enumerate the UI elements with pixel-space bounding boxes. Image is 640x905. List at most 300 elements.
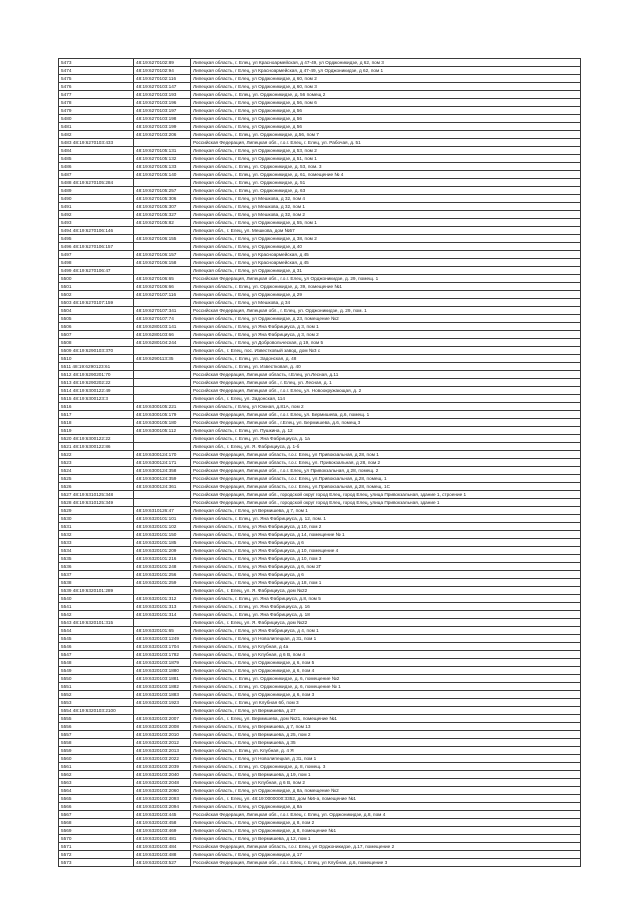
address-cell: Липецкая область, г Елец, ул Вермишева, д 12, пом 1 bbox=[191, 835, 581, 843]
address-cell: Липецкая обл., г. Елец, ул. Вермишева, дом №21, помещение №1 bbox=[191, 715, 581, 723]
address-cell: Липецкая область, г Елец, ул Яна Фабрициуса, д 10, пом 2 bbox=[191, 523, 581, 531]
row-number-cell: 5479 bbox=[59, 107, 134, 115]
cadastral-number-cell: 48:19:6320103:469 bbox=[134, 827, 191, 835]
address-cell: Липецкая область, г Елец, ул Орджоникидзе, д 56, пом 6 bbox=[191, 99, 581, 107]
cadastral-number-cell: 48:19:6300105:180 bbox=[134, 419, 191, 427]
cadastral-number-cell: 48:19:6320101:65 bbox=[134, 627, 191, 635]
cadastral-number-cell: 48:19:6270105:133 bbox=[134, 163, 191, 171]
address-cell: Липецкая область, г Елец, ул Орджоникидзе, д 31 bbox=[191, 267, 581, 275]
table-row bbox=[59, 59, 581, 67]
table-row bbox=[59, 187, 581, 195]
table-row bbox=[59, 387, 581, 395]
cadastral-number-cell: 48:19:6270106:157 bbox=[134, 251, 191, 259]
table-row bbox=[59, 571, 581, 579]
address-cell: Российская Федерация, Липецкая обл., г. Елец, ул. Лесная, д. 1 bbox=[191, 379, 581, 387]
cadastral-number-cell: 48:19:6320101:209 bbox=[134, 547, 191, 555]
table-row bbox=[59, 379, 581, 387]
table-row bbox=[59, 283, 581, 291]
table-row bbox=[59, 363, 581, 371]
address-cell: Липецкая область, г Елец, ул Вермишева, д 7, пом 13 bbox=[191, 723, 581, 731]
address-cell: Липецкая область, г Елец, ул Яна Фабрициуса, д 14, помещение № 1 bbox=[191, 531, 581, 539]
table-row bbox=[59, 827, 581, 835]
row-number-cell: 5532 bbox=[59, 531, 134, 539]
address-cell: Липецкая область, г Елец, ул Орджоникидзе, д 6, пом 4 bbox=[191, 667, 581, 675]
row-number-cell: 5571 bbox=[59, 843, 134, 851]
cadastral-number-cell: 48:19:6270107:116 bbox=[134, 291, 191, 299]
table-row bbox=[59, 347, 581, 355]
row-number-cell: 5548 bbox=[59, 659, 134, 667]
cadastral-number-cell: 48:19:6320103:1879 bbox=[134, 659, 191, 667]
address-cell: Липецкая область, г Елец, ул Новолипецкая, д 31, пом 1 bbox=[191, 755, 581, 763]
row-number-cell: 5541 bbox=[59, 603, 134, 611]
address-cell: Липецкая область, г. Елец, ул Красноармейская, д 47-49, ул Орджоникидзе, д 62, пом 3 bbox=[191, 59, 581, 67]
cadastral-number-cell: 48:19:6280104:244 bbox=[134, 339, 191, 347]
address-cell: Липецкая область, г Елец, ул Мешкова, д 34 bbox=[191, 299, 581, 307]
address-cell: Липецкая область, г Елец, ул Орджоникидзе, д 56 bbox=[191, 107, 581, 115]
row-number-cell: 5493 bbox=[59, 219, 134, 227]
row-number-cell: 5530 bbox=[59, 515, 134, 523]
table-row bbox=[59, 91, 581, 99]
table-row bbox=[59, 819, 581, 827]
table-row bbox=[59, 403, 581, 411]
address-cell: Российская Федерация, Липецкая обл., г.о.г. Елец, г. Елец, ул Клубная, д.6, помещение 3 bbox=[191, 859, 581, 867]
cadastral-number-cell: 48:19:6270107:74 bbox=[134, 315, 191, 323]
cadastral-number-cell: 48:19:6320103:2008 bbox=[134, 723, 191, 731]
row-number-cell: 5502 bbox=[59, 291, 134, 299]
row-number-cell: 5520 48:19:6300122:22 bbox=[59, 435, 134, 443]
address-cell: Липецкая область, г. Елец, ул. Орджоникидзе, д. 6, помещение № 1 bbox=[191, 683, 581, 691]
row-number-cell: 5473 bbox=[59, 59, 134, 67]
address-cell: Липецкая область, г Елец, ул Орджоникидзе, д 38, пом 2 bbox=[191, 235, 581, 243]
address-cell: Российская Федерация, Липецкая область, г.о.г. Елец, ул.Привокзальная, д.28, помещ. 1С bbox=[191, 483, 581, 491]
address-cell: Липецкая область, г Елец, ул Красноармейская, д 45 bbox=[191, 251, 581, 259]
row-number-cell: 5501 bbox=[59, 283, 134, 291]
row-number-cell: 5558 bbox=[59, 739, 134, 747]
row-number-cell: 5499 48:19:6270106:47 bbox=[59, 267, 134, 275]
row-number-cell: 5503 48:19:6270107:159 bbox=[59, 299, 134, 307]
address-cell: Липецкая область, г Елец, ул Добровольческая, д 19, пом 5 bbox=[191, 339, 581, 347]
row-number-cell: 5522 bbox=[59, 451, 134, 459]
address-cell: Липецкая область, г Елец, ул Вермишева, д 7, пом 1 bbox=[191, 507, 581, 515]
row-number-cell: 5517 bbox=[59, 411, 134, 419]
row-number-cell: 5511 48:19:6290123:61 bbox=[59, 363, 134, 371]
cadastral-number-cell: 48:19:6270107:341 bbox=[134, 307, 191, 315]
row-number-cell: 5492 bbox=[59, 211, 134, 219]
cadastral-number-cell: 48:19:6300124:171 bbox=[134, 459, 191, 467]
cadastral-number-cell: 48:19:6270106:65 bbox=[134, 275, 191, 283]
address-cell: Липецкая область, г Елец, ул Орджоникидзе, д 17 bbox=[191, 851, 581, 859]
table-row bbox=[59, 331, 581, 339]
row-number-cell: 5551 bbox=[59, 683, 134, 691]
row-number-cell: 5526 bbox=[59, 483, 134, 491]
address-cell: Липецкая область, г Елец, ул Орджоникидзе, д 53, пом 2 bbox=[191, 147, 581, 155]
cadastral-number-cell: 48:19:6320103:488 bbox=[134, 851, 191, 859]
table-row bbox=[59, 643, 581, 651]
cadastral-number-cell: 48:19:6320103:481 bbox=[134, 835, 191, 843]
table-row bbox=[59, 771, 581, 779]
row-number-cell: 5485 bbox=[59, 155, 134, 163]
row-number-cell: 5535 bbox=[59, 555, 134, 563]
cadastral-number-cell: 48:19:6310126:47 bbox=[134, 507, 191, 515]
cadastral-number-cell: 48:19:6320103:1882 bbox=[134, 683, 191, 691]
cadastral-number-cell: 48:19:6320103:2022 bbox=[134, 755, 191, 763]
cadastral-number-cell bbox=[134, 139, 191, 147]
table-row bbox=[59, 667, 581, 675]
address-cell: Липецкая область, г. Елец, ул. Орджоникидзе, д. 53, пом. 3 bbox=[191, 163, 581, 171]
cadastral-number-cell: 48:19:6320103:2010 bbox=[134, 731, 191, 739]
row-number-cell: 5523 bbox=[59, 459, 134, 467]
address-cell: Липецкая область, г Елец, ул Вермишева, д 27 bbox=[191, 707, 581, 715]
cadastral-number-cell: 48:19:6320103:2048 bbox=[134, 779, 191, 787]
address-cell: Липецкая область, г Елец, ул Орджоникидзе, д 55, пом 1 bbox=[191, 219, 581, 227]
row-number-cell: 5507 bbox=[59, 331, 134, 339]
cadastral-number-cell: 48:19:6300124:361 bbox=[134, 483, 191, 491]
address-cell: Липецкая область, г Елец, ул Орджоникидзе, д 60, пом 3 bbox=[191, 83, 581, 91]
address-cell: Российская Федерация, Липецкая обл., городской округ город Елец, город Елец, улица Привокзальная, здание 1, строение 1 bbox=[191, 491, 581, 499]
address-cell: Российская Федерация, Липецкая обл., г.о.г. Елец, ул Орджоникидзе, д. 29, помещ. 1 bbox=[191, 275, 581, 283]
row-number-cell: 5514 48:19:6300122:49 bbox=[59, 387, 134, 395]
address-cell: Липецкая область, г Елец, ул Орджоникидзе, д 6, пом 3 bbox=[191, 691, 581, 699]
row-number-cell: 5490 bbox=[59, 195, 134, 203]
row-number-cell: 5531 bbox=[59, 523, 134, 531]
table-row bbox=[59, 163, 581, 171]
row-number-cell: 5476 bbox=[59, 83, 134, 91]
address-cell: Липецкая область, г Елец, ул Красноармейская, д 45 bbox=[191, 259, 581, 267]
cadastral-number-cell: 48:19:6270103:147 bbox=[134, 83, 191, 91]
row-number-cell: 5496 48:19:6270106:157 bbox=[59, 243, 134, 251]
row-number-cell: 5491 bbox=[59, 203, 134, 211]
address-cell: Липецкая область, г Елец, ул Орджоникидзе, д 8, помещение №1 bbox=[191, 827, 581, 835]
cadastral-number-cell bbox=[134, 619, 191, 627]
row-number-cell: 5480 bbox=[59, 115, 134, 123]
cadastral-number-cell: 48:19:6270102:116 bbox=[134, 75, 191, 83]
row-number-cell: 5549 bbox=[59, 667, 134, 675]
address-cell: Липецкая область, г Елец, ул Орджоникидзе, д 56 bbox=[191, 115, 581, 123]
cadastral-number-cell bbox=[134, 179, 191, 187]
row-number-cell: 5533 bbox=[59, 539, 134, 547]
address-cell: Липецкая область, г Елец, ул Яна Фабрициуса, д 18, пом 1 bbox=[191, 579, 581, 587]
address-cell: Липецкая область, г Елец, ул Яна Фабрициуса, д 6 bbox=[191, 571, 581, 579]
address-cell: Липецкая область, г. Елец, ул. Орджоникидзе, д. 56 помещ 2 bbox=[191, 91, 581, 99]
row-number-cell: 5488 48:19:6270105:284 bbox=[59, 179, 134, 187]
cadastral-number-cell: 48:19:6270103:197 bbox=[134, 107, 191, 115]
table-row bbox=[59, 203, 581, 211]
address-cell: Липецкая область, г Елец, ул Орджоникидзе, д 8а, помещение №2 bbox=[191, 787, 581, 795]
address-cell: Липецкая обл., г. Елец, пос. Известковый завод, дом №3 с bbox=[191, 347, 581, 355]
address-cell: Липецкая область, г. Елец, ул. Орджоникидзе, д. 63 bbox=[191, 187, 581, 195]
table-row bbox=[59, 579, 581, 587]
address-cell: Липецкая обл., г. Елец, ул. 48:19:0000000:3352, дом №6-а, помещение №1 bbox=[191, 795, 581, 803]
cadastral-number-cell: 48:19:6320103:1704 bbox=[134, 643, 191, 651]
address-cell: Липецкая область, г Елец, ул Орджоникидзе, д 8а bbox=[191, 803, 581, 811]
table-row bbox=[59, 587, 581, 595]
cadastral-number-cell: 48:19:6300124:358 bbox=[134, 467, 191, 475]
table-row bbox=[59, 451, 581, 459]
address-cell: Липецкая область, г Елец, ул Мешкова, д 32, пом 1 bbox=[191, 203, 581, 211]
row-number-cell: 5505 bbox=[59, 315, 134, 323]
address-cell: Российская Федерация, Липецкая обл., г.Елец, ул. Бермишева, д.6, помещ 3 bbox=[191, 419, 581, 427]
table-row bbox=[59, 787, 581, 795]
row-number-cell: 5550 bbox=[59, 675, 134, 683]
table-row bbox=[59, 395, 581, 403]
row-number-cell: 5484 bbox=[59, 147, 134, 155]
row-number-cell: 5572 bbox=[59, 851, 134, 859]
cadastral-number-cell: 48:19:6320101:102 bbox=[134, 523, 191, 531]
address-cell: Липецкая обл., г. Елец, ул. Я. Фабрициуса, дом №22 bbox=[191, 587, 581, 595]
cadastral-number-cell bbox=[134, 243, 191, 251]
table-row bbox=[59, 747, 581, 755]
table-row bbox=[59, 123, 581, 131]
address-cell: Липецкая область, г Елец, ул Вермишева, д 19, пом 1 bbox=[191, 771, 581, 779]
table-row bbox=[59, 323, 581, 331]
cadastral-number-cell: 48:19:6300124:359 bbox=[134, 475, 191, 483]
cadastral-number-cell bbox=[134, 267, 191, 275]
table-row bbox=[59, 235, 581, 243]
cadastral-number-cell: 48:19:6280103:66 bbox=[134, 331, 191, 339]
address-cell: Липецкая область, г Елец, ул Клубная, д 4а bbox=[191, 643, 581, 651]
table-row bbox=[59, 515, 581, 523]
row-number-cell: 5537 bbox=[59, 571, 134, 579]
address-cell: Липецкая область, г Елец, ул Орджоникидзе, д 29 bbox=[191, 291, 581, 299]
cadastral-number-cell: 48:19:6320101:313 bbox=[134, 603, 191, 611]
address-cell: Российская Федерация, Липецкая обл., г.о.г. Елец, г. Елец, ул. Рабочая, д. 51 bbox=[191, 139, 581, 147]
table-row bbox=[59, 419, 581, 427]
table-row bbox=[59, 107, 581, 115]
address-cell: Липецкая область, г. Елец, ул Клубная 6б, пом 3 bbox=[191, 699, 581, 707]
cadastral-number-cell: 48:19:6320103:484 bbox=[134, 843, 191, 851]
table-row bbox=[59, 651, 581, 659]
cadastral-number-cell: 48:19:6320103:527 bbox=[134, 859, 191, 867]
table-row bbox=[59, 243, 581, 251]
address-cell: Липецкая область, г Елец, ул Клубная, д 6 В, пом 4 bbox=[191, 651, 581, 659]
cadastral-number-cell: 48:19:6320103:458 bbox=[134, 819, 191, 827]
row-number-cell: 5559 bbox=[59, 747, 134, 755]
table-row bbox=[59, 683, 581, 691]
row-number-cell: 5560 bbox=[59, 755, 134, 763]
table-row bbox=[59, 67, 581, 75]
table-row bbox=[59, 659, 581, 667]
address-cell: Липецкая область, г Елец, ул Орджоникидзе, д 56 bbox=[191, 123, 581, 131]
row-number-cell: 5515 48:19:6300123:3 bbox=[59, 395, 134, 403]
address-cell: Липецкая область, г Елец, ул Вермишева, д 25, пом 2 bbox=[191, 731, 581, 739]
table-row bbox=[59, 83, 581, 91]
address-cell: Липецкая область, г. Елец, ул. Яна Фабрициуса, д.8, пом 5 bbox=[191, 595, 581, 603]
address-cell: Российская Федерация, Липецкая обл., городской округ город Елец, город Елец, улица Привокзальная, здание 1 bbox=[191, 499, 581, 507]
table-row bbox=[59, 315, 581, 323]
row-number-cell: 5481 bbox=[59, 123, 134, 131]
row-number-cell: 5534 bbox=[59, 547, 134, 555]
row-number-cell: 5474 bbox=[59, 67, 134, 75]
row-number-cell: 5518 bbox=[59, 419, 134, 427]
row-number-cell: 5568 bbox=[59, 819, 134, 827]
cadastral-number-cell: 48:19:6300124:170 bbox=[134, 451, 191, 459]
cadastral-number-cell: 48:19:6270106:158 bbox=[134, 259, 191, 267]
table-row bbox=[59, 691, 581, 699]
address-cell: Липецкая область, г Елец, ул Орджоникидзе, д 51, пом 1 bbox=[191, 155, 581, 163]
cadastral-number-cell bbox=[134, 707, 191, 715]
address-cell: Липецкая область, г. Елец, ул. Орджоникидзе, д.56, пом 7 bbox=[191, 131, 581, 139]
table-row bbox=[59, 763, 581, 771]
row-number-cell: 5546 bbox=[59, 643, 134, 651]
row-number-cell: 5478 bbox=[59, 99, 134, 107]
cadastral-number-cell: 48:19:6270102:89 bbox=[134, 59, 191, 67]
cadastral-number-cell: 48:19:6270103:206 bbox=[134, 131, 191, 139]
cadastral-number-cell: 48:19:6320101:150 bbox=[134, 531, 191, 539]
table-row bbox=[59, 307, 581, 315]
address-cell: Липецкая обл., г. Елец, ул. Задонская, 114 bbox=[191, 395, 581, 403]
table-row bbox=[59, 435, 581, 443]
cadastral-number-cell: 48:19:6320101:248 bbox=[134, 563, 191, 571]
row-number-cell: 5543 48:19:6320101:315 bbox=[59, 619, 134, 627]
table-row bbox=[59, 371, 581, 379]
table-row bbox=[59, 251, 581, 259]
row-number-cell: 5510 bbox=[59, 355, 134, 363]
table-row bbox=[59, 731, 581, 739]
address-cell: Липецкая область, г. Елец, ул. Известковая, д. 40 bbox=[191, 363, 581, 371]
address-cell: Российская Федерация, Липецкая обл., г.о.г. Елец, ул Привокзальная, д 28, помещ. 2 bbox=[191, 467, 581, 475]
address-cell: Российская Федерация, Липецкая обл., г.о.г. Елец, ул. Новоокружающая, д. 2 bbox=[191, 387, 581, 395]
table-row bbox=[59, 523, 581, 531]
table-row bbox=[59, 179, 581, 187]
row-number-cell: 5569 bbox=[59, 827, 134, 835]
table-row bbox=[59, 291, 581, 299]
address-cell: Липецкая область, г Елец, ул Яна Фабрициуса, д 3, пом 2 bbox=[191, 331, 581, 339]
cadastral-number-cell bbox=[134, 587, 191, 595]
table-row bbox=[59, 115, 581, 123]
cadastral-number-cell: 48:19:6270103:198 bbox=[134, 115, 191, 123]
row-number-cell: 5573 bbox=[59, 859, 134, 867]
row-number-cell: 5495 bbox=[59, 235, 134, 243]
row-number-cell: 5539 48:19:6320101:289 bbox=[59, 587, 134, 595]
address-cell: Российская Федерация, Липецкая область, г.о.г. Елец, ул. Привокзальная, д 28, пом 2 bbox=[191, 459, 581, 467]
cadastral-number-cell: 48:19:6270103:199 bbox=[134, 123, 191, 131]
cadastral-number-cell: 48:19:6320103:1880 bbox=[134, 667, 191, 675]
table-row bbox=[59, 459, 581, 467]
row-number-cell: 5561 bbox=[59, 763, 134, 771]
cadastral-number-cell bbox=[134, 491, 191, 499]
cadastral-number-cell: 48:19:6300105:221 bbox=[134, 403, 191, 411]
table-row bbox=[59, 539, 581, 547]
row-number-cell: 5540 bbox=[59, 595, 134, 603]
row-number-cell: 5524 bbox=[59, 467, 134, 475]
address-cell: Российская Федерация, Липецкая область, г.о.г. Елец, ул Орджоникидзе, д.17, помещение 2 bbox=[191, 843, 581, 851]
table-row bbox=[59, 859, 581, 867]
row-number-cell: 5516 bbox=[59, 403, 134, 411]
cadastral-number-cell: 48:19:6320103:1923 bbox=[134, 699, 191, 707]
address-cell: Липецкая обл., г. Елец, ул. Я. Фабрициуса, дом №22 bbox=[191, 619, 581, 627]
row-number-cell: 5566 bbox=[59, 803, 134, 811]
cadastral-number-cell bbox=[134, 395, 191, 403]
cadastral-number-cell bbox=[134, 435, 191, 443]
row-number-cell: 5536 bbox=[59, 563, 134, 571]
cadastral-number-cell bbox=[134, 299, 191, 307]
address-cell: Липецкая область, г Елец, ул Орджоникидзе, д 23, помещение №2 bbox=[191, 315, 581, 323]
row-number-cell: 5528 48:19:6310125:349 bbox=[59, 499, 134, 507]
cadastral-number-cell: 48:19:6320103:2013 bbox=[134, 747, 191, 755]
table-row bbox=[59, 499, 581, 507]
table-row bbox=[59, 779, 581, 787]
address-cell: Липецкая область, г Елец, ул Новолипецкая, д 31, пом 1 bbox=[191, 635, 581, 643]
row-number-cell: 5489 bbox=[59, 187, 134, 195]
table-row bbox=[59, 227, 581, 235]
address-cell: Липецкая область, г. Елец, ул. Орджоникидзе, д. 39, помещение №1 bbox=[191, 283, 581, 291]
table-row bbox=[59, 139, 581, 147]
address-cell: Липецкая область, г. Елец, ул. Орджоникидзе, д. 51 bbox=[191, 179, 581, 187]
address-cell: Липецкая область, г Елец, ул Орджоникидзе, д 8, пом 2 bbox=[191, 819, 581, 827]
cadastral-number-cell: 48:19:6270105:306 bbox=[134, 195, 191, 203]
cadastral-number-cell bbox=[134, 499, 191, 507]
row-number-cell: 5509 48:19:6290103:370 bbox=[59, 347, 134, 355]
address-cell: Липецкая область, г. Елец, ул. Пушкина, д. 12 bbox=[191, 427, 581, 435]
table-row bbox=[59, 715, 581, 723]
address-cell: Липецкая область, г Елец, ул Орджоникидзе, д 40 bbox=[191, 243, 581, 251]
row-number-cell: 5498 bbox=[59, 259, 134, 267]
address-cell: Липецкая обл., г. Елец, ул. Мешкова, дом №57 bbox=[191, 227, 581, 235]
row-number-cell: 5512 48:19:6290201:70 bbox=[59, 371, 134, 379]
table-row bbox=[59, 755, 581, 763]
row-number-cell: 5497 bbox=[59, 251, 134, 259]
row-number-cell: 5545 bbox=[59, 635, 134, 643]
address-cell: Липецкая область, г. Елец, ул. Клубная, д. 4 Я bbox=[191, 747, 581, 755]
cadastral-number-cell: 48:19:6320101:185 bbox=[134, 539, 191, 547]
row-number-cell: 5500 bbox=[59, 275, 134, 283]
table-row bbox=[59, 259, 581, 267]
address-cell: Липецкая область, г Елец, ул Мешкова, д 32, пом 2 bbox=[191, 211, 581, 219]
cadastral-number-cell bbox=[134, 379, 191, 387]
row-number-cell: 5494 48:19:6270106:146 bbox=[59, 227, 134, 235]
address-cell: Липецкая область, г Елец, ул Южная, д.81А, пом 2 bbox=[191, 403, 581, 411]
row-number-cell: 5513 48:19:6290202:22 bbox=[59, 379, 134, 387]
cadastral-number-cell bbox=[134, 227, 191, 235]
address-cell: Липецкая область, г. Елец, ул. Яна Фабрициуса, д. 1а bbox=[191, 435, 581, 443]
address-cell: Липецкая область, г Елец, ул Яна Фабрициуса, д 3, пом 1 bbox=[191, 323, 581, 331]
cadastral-number-cell: 48:19:6320103:2012 bbox=[134, 739, 191, 747]
table-row bbox=[59, 355, 581, 363]
row-number-cell: 5506 bbox=[59, 323, 134, 331]
cadastral-number-cell: 48:19:6290113:35 bbox=[134, 355, 191, 363]
cadastral-number-cell: 48:19:6320103:1249 bbox=[134, 635, 191, 643]
row-number-cell: 5482 bbox=[59, 131, 134, 139]
table-row bbox=[59, 739, 581, 747]
cadastral-number-cell: 48:19:6320101:256 bbox=[134, 571, 191, 579]
cadastral-number-cell: 48:19:6270105:257 bbox=[134, 187, 191, 195]
address-cell: Липецкая область, г Елец, ул Яна Фабрициуса, д 4, пом 1 bbox=[191, 627, 581, 635]
row-number-cell: 5475 bbox=[59, 75, 134, 83]
table-row bbox=[59, 427, 581, 435]
table-row bbox=[59, 547, 581, 555]
table-row bbox=[59, 603, 581, 611]
table-row bbox=[59, 723, 581, 731]
cadastral-number-cell: 48:19:6320103:2007 bbox=[134, 715, 191, 723]
row-number-cell: 5564 bbox=[59, 787, 134, 795]
table-row bbox=[59, 507, 581, 515]
address-cell: Российская Федерация, Липецкая обл., г.о.г. Елец, ул. Бермишева, д.6, помещ. 1 bbox=[191, 411, 581, 419]
cadastral-number-cell: 48:19:6320101:259 bbox=[134, 579, 191, 587]
cadastral-number-cell: 48:19:6320103:2039 bbox=[134, 763, 191, 771]
cadastral-number-cell: 48:19:6320103:2060 bbox=[134, 787, 191, 795]
row-number-cell: 5483 48:19:6270103:433 bbox=[59, 139, 134, 147]
cadastral-number-cell: 48:19:6320103:1883 bbox=[134, 691, 191, 699]
address-cell: Липецкая область, г Елец, ул Орджоникидзе, д 60, пом 2 bbox=[191, 75, 581, 83]
row-number-cell: 5504 bbox=[59, 307, 134, 315]
cadastral-number-cell: 48:19:6300105:179 bbox=[134, 411, 191, 419]
row-number-cell: 5544 bbox=[59, 627, 134, 635]
address-cell: Липецкая область, г Елец, ул Яна Фабрициуса, д 10, помещение 4 bbox=[191, 547, 581, 555]
row-number-cell: 5567 bbox=[59, 811, 134, 819]
cadastral-number-cell: 48:19:6270102:94 bbox=[134, 67, 191, 75]
table-body bbox=[59, 59, 581, 867]
row-number-cell: 5547 bbox=[59, 651, 134, 659]
